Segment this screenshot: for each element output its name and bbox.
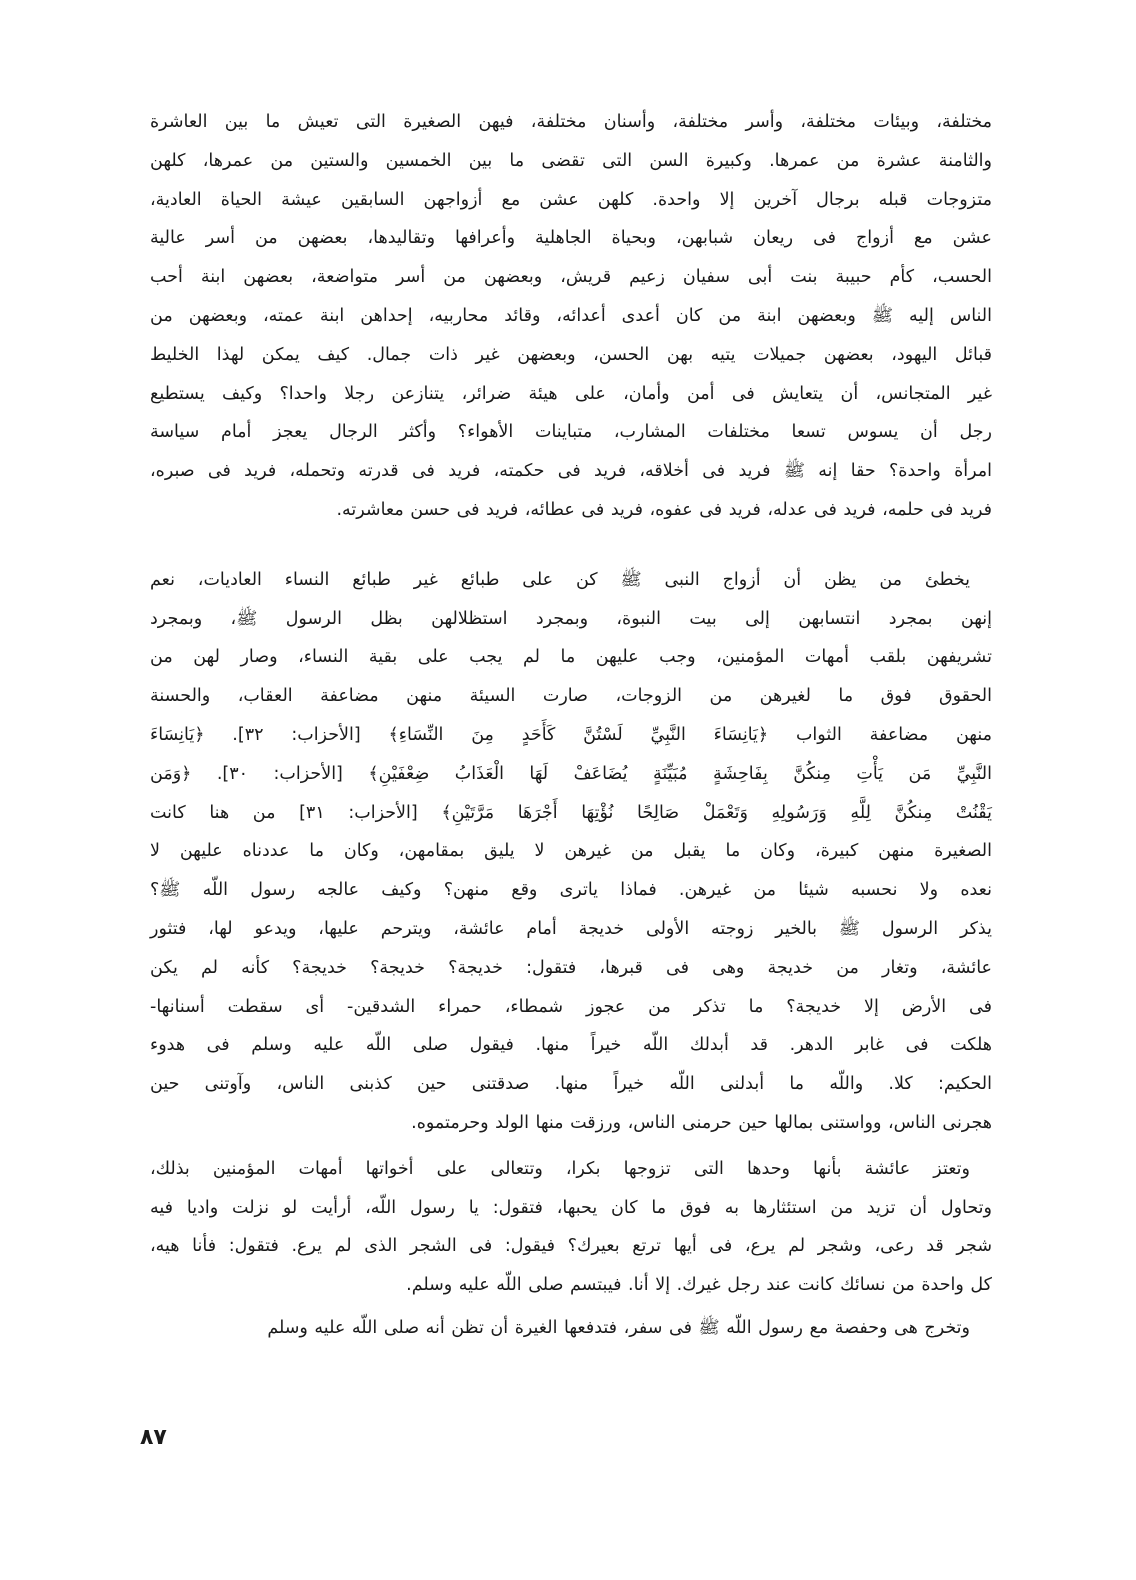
text-line: متزوجات قبله برجال آخرين إلا واحدة. كلهن عشن مع أزواجهن السابقين عيشة الحياة العادية، <box>150 189 992 210</box>
text-line: هلكت فى غابر الدهر. قد أبدلك اللّه خيراً منها. فيقول صلى اللّه عليه وسلم فى هدوء <box>150 1035 992 1056</box>
text-line: نعده ولا نحسبه شيئا من غيرهن. فماذا ياترى وقع منهن؟ وكيف عالجه رسول اللّه ﷺ؟ <box>150 880 992 901</box>
text-line: إنهن بمجرد انتسابهن إلى بيت النبوة، وبمجرد استظلالهن بظل الرسول ﷺ، وبمجرد <box>150 608 992 629</box>
text-line: الصغيرة منهن كبيرة، وكان ما يقبل من غيرهن لا يليق بمقامهن، وكان ما عددناه عليهن لا <box>150 841 992 862</box>
paragraph <box>150 103 992 530</box>
text-line: الناس إليه ﷺ وبعضهن ابنة من كان أعدى أعدائه، وقائد محاربيه، إحداهن ابنة عمته، وبعضهن من <box>150 305 992 326</box>
text-line: كل واحدة من نسائك كانت عند رجل غيرك. إلا أنا. فيبتسم صلى اللّه عليه وسلم. <box>406 1275 992 1296</box>
text-line: غير المتجانس، أن يتعايش فى أمن وأمان، على هيئة ضرائر، يتنازعن رجلا واحدا؟ وكيف يستطيع <box>150 383 992 404</box>
text-line: رجل أن يسوس تسعا مختلفات المشارب، متباينات الأهواء؟ وأكثر الرجال يعجز أمام سياسة <box>150 422 992 443</box>
page-body <box>150 103 992 1348</box>
text-line: عشن مع أزواج فى ريعان شبابهن، وبحياة الجاهلية وأعرافها وتقاليدها، بعضهن من أسر عالية <box>150 228 992 249</box>
text-line: قبائل اليهود، بعضهن جميلات يتيه بهن الحسن، وبعضهن غير ذات جمال. كيف يمكن لهذا الخليط <box>150 344 992 365</box>
text-line: فى الأرض إلا خديجة؟ ما تذكر من عجوز شمطاء، حمراء الشدقين- أى سقطت أسنانها- <box>150 996 992 1017</box>
text-line: امرأة واحدة؟ حقا إنه ﷺ فريد فى أخلاقه، فريد فى حكمته، فريد فى قدرته وتحمله، فريد فى صبره، <box>150 461 992 482</box>
text-line: هجرنى الناس، وواستنى بمالها حين حرمنى الناس، ورزقت منها الولد وحرمتموه. <box>411 1112 992 1133</box>
paragraph <box>150 1150 992 1305</box>
text-line: يَقْنُتْ مِنكُنَّ لِلَّهِ وَرَسُولِهِ وَتَعْمَلْ صَالِحًا نُؤْتِهَا أَجْرَهَا مَرَّتَيْنِ﴾ [الأحزاب: ٣١] من هنا كانت <box>150 802 992 823</box>
page-number: ٨٧ <box>140 1425 167 1450</box>
text-line: يخطئ من يظن أن أزواج النبى ﷺ كن على طبائع غير طبائع النساء العاديات، نعم <box>150 569 970 590</box>
text-line: فريد فى حلمه، فريد فى عدله، فريد فى عفوه، فريد فى عطائه، فريد فى حسن معاشرته. <box>336 499 992 520</box>
text-line: الحقوق فوق ما لغيرهن من الزوجات، صارت السيئة منهن مضاعفة العقاب، والحسنة <box>150 686 992 707</box>
text-line: وتخرج هى وحفصة مع رسول اللّه ﷺ فى سفر، فتدفعها الغيرة أن تظن أنه صلى اللّه عليه وسلم <box>267 1317 970 1338</box>
text-line: الحكيم: كلا. واللّه ما أبدلنى اللّه خيراً منها. صدقتنى حين كذبنى الناس، وآوتنى حين <box>150 1074 992 1095</box>
text-line: وتعتز عائشة بأنها وحدها التى تزوجها بكرا، وتتعالى على أخواتها أمهات المؤمنين بذلك، <box>150 1158 970 1179</box>
text-line: تشريفهن بلقب أمهات المؤمنين، وجب عليهن ما لم يجب على بقية النساء، وصار لهن من <box>150 647 992 668</box>
text-line: الحسب، كأم حبيبة بنت أبى سفيان زعيم قريش، وبعضهن من أسر متواضعة، بعضهن ابنة أحب <box>150 267 992 288</box>
paragraph <box>150 561 992 1143</box>
text-line: وتحاول أن تزيد من استئثارها به فوق ما كان يحبها، فتقول: يا رسول اللّه، أرأيت لو نزلت واديا فيه <box>150 1197 992 1218</box>
text-line: يذكر الرسول ﷺ بالخير زوجته الأولى خديجة أمام عائشة، ويترحم عليها، ويدعو لها، فتثور <box>150 918 992 939</box>
paragraph <box>150 1309 992 1348</box>
text-line: مختلفة، وبيئات مختلفة، وأسر مختلفة، وأسنان مختلفة، فيهن الصغيرة التى تعيش ما بين العاشرة <box>150 112 992 132</box>
text-line: النَّبِيِّ مَن يَأْتِ مِنكُنَّ بِفَاحِشَةٍ مُبَيِّنَةٍ يُضَاعَفْ لَهَا الْعَذَابُ ضِعْفَيْنِ﴾ [الأحزاب: ٣٠]. ﴿وَمَن <box>150 763 992 784</box>
text-line: منهن مضاعفة الثواب ﴿يَانِسَاءَ النَّبِيِّ لَسْتُنَّ كَأَحَدٍ مِنَ النِّسَاءِ﴾ [الأحزاب: ٣٢]. ﴿يَانِسَاءَ <box>150 724 993 745</box>
text-line: والثامنة عشرة من عمرها. وكبيرة السن التى تقضى ما بين الخمسين والستين من عمرها، كلهن <box>150 150 992 171</box>
text-line: شجر قد رعى، وشجر لم يرع، فى أيها ترتع بعيرك؟ فيقول: فى الشجر الذى لم يرع. فتقول: فأنا هيه، <box>150 1236 992 1257</box>
text-line: عائشة، وتغار من خديجة وهى فى قبرها، فتقول: خديجة؟ خديجة؟ خديجة؟ كأنه لم يكن <box>150 957 992 978</box>
